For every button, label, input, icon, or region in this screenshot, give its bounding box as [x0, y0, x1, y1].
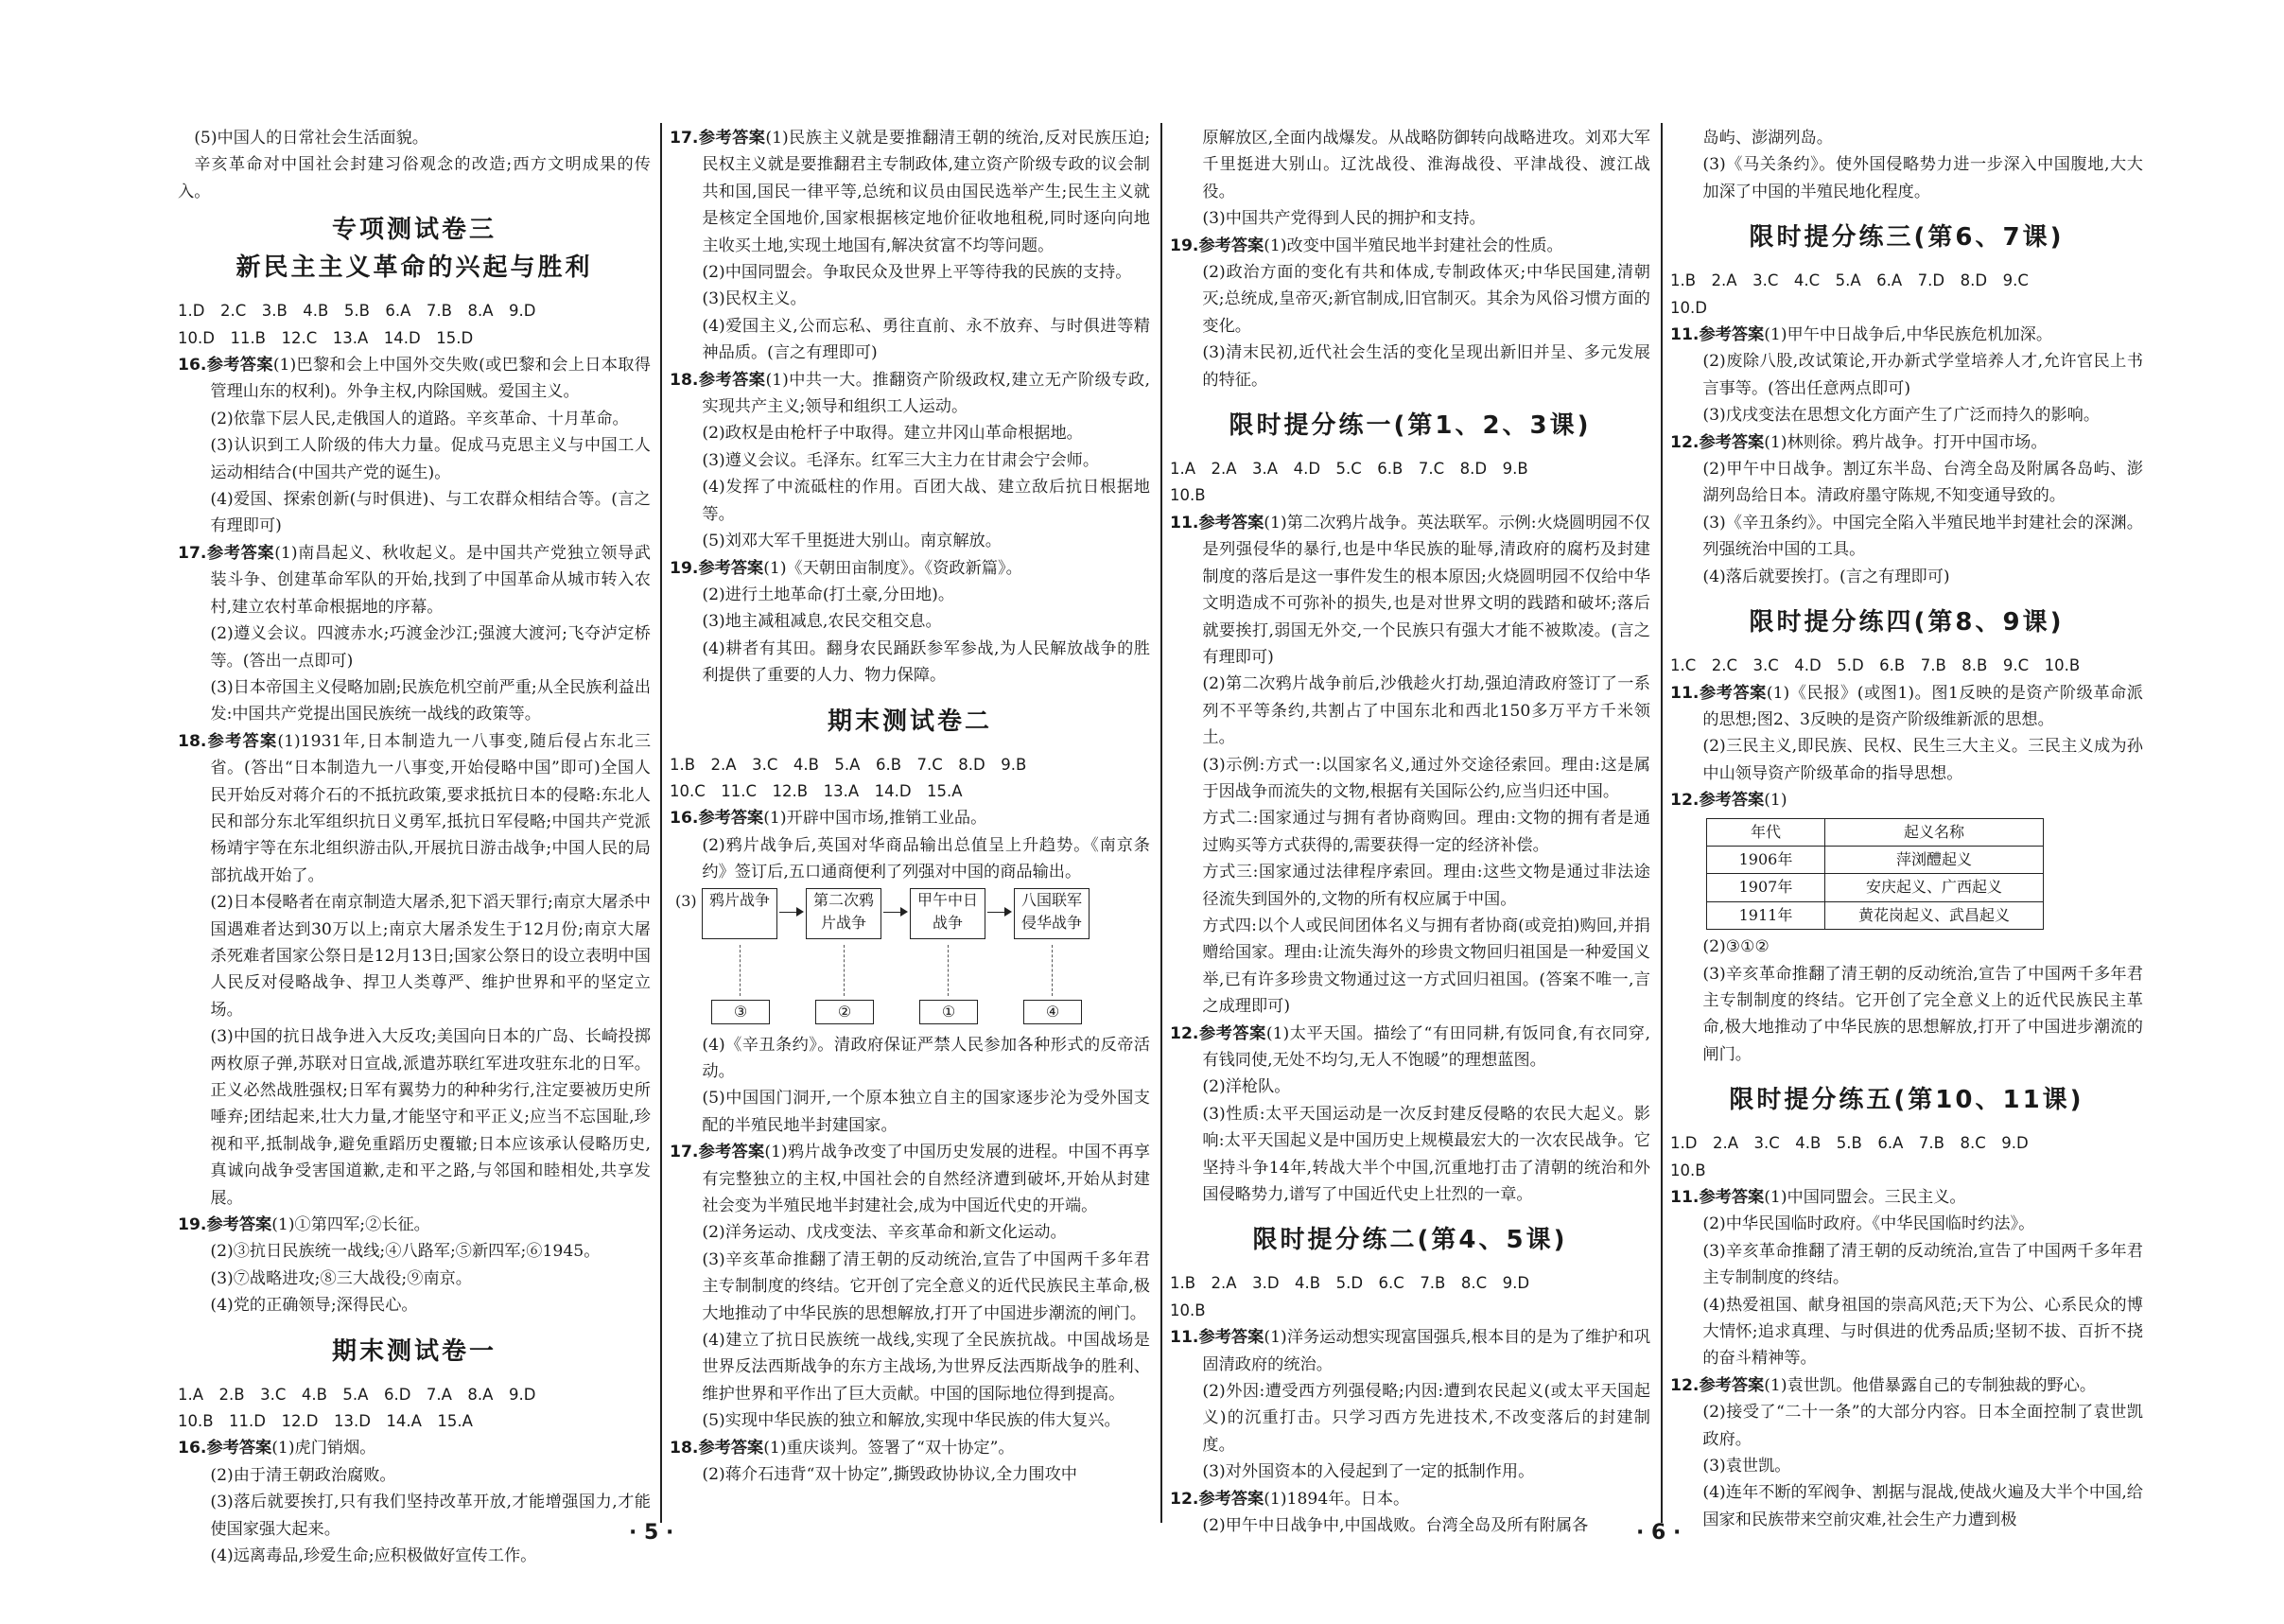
answer-line: (4)爱国主义,公而忘私、勇往直前、永不放弃、与时俱进等精神品质。(言之有理即可) — [702, 316, 1150, 363]
answer-item: 12.参考答案(1) — [1670, 791, 1787, 811]
table-header-row — [1707, 818, 2044, 846]
answer-item: 17.参考答案(1)鸦片战争改变了中国历史发展的进程。中国不再享有完整独立的主权,中国社会的自然经济遭到破坏,开始从封建社会变为半殖民地半封建社会,成为中国近代史的开端。 — [670, 1143, 1150, 1215]
answer-line: (4)远离毒品,珍爱生命;应积极做好宣传工作。 — [210, 1546, 537, 1566]
answer-line: 原解放区,全面内战爆发。从战略防御转向战略进攻。刘邓大军千里挺进大别山。辽沈战役、淮海战役、平津战役、渡江战役。 — [1202, 129, 1650, 201]
answer-line: 方式四:以个人或民间团体名义与拥有者协商(或竞拍)购回,并捐赠给国家。理由:让流失海外的珍贵文物回归祖国是一种爱国义举,已有许多珍贵文物通过这一方式回归祖国。(答案不唯一,言之成理即可) — [1202, 916, 1650, 1017]
answer-line: (4)耕者有其田。翻身农民踊跃参军参战,为人民解放战争的胜利提供了重要的人力、物力保障。 — [702, 638, 1150, 686]
answer-line: (2)洋枪队。 — [1202, 1077, 1291, 1097]
column-1 — [178, 125, 651, 1570]
answer-line: (2)蒋介石违背“双十协定”,撕毁政协协议,全力围攻中 — [702, 1465, 1077, 1485]
text-line: 辛亥革命对中国社会封建习俗观念的改造;西方文明成果的传入。 — [178, 155, 651, 201]
choice-answers: 10.B — [1670, 1161, 1706, 1179]
flow-arrow — [779, 912, 802, 913]
answer-item: 11.参考答案(1)中国同盟会。三民主义。 — [1670, 1188, 1966, 1207]
answer-line: (4)连年不断的军阀争、割据与混战,使战火遍及大半个中国,给国家和民族带来空前灾难,社会生产力遭到极 — [1702, 1483, 2143, 1529]
choice-answers: 1.A 2.A 3.A 4.D 5.C 6.B 7.C 8.D 9.B — [1170, 460, 1528, 479]
answer-line: (3)辛亥革命推翻了清王朝的反动统治,宣告了中国两千多年君主专制制度的终结。 — [1702, 1241, 2143, 1288]
choice-answers: 1.B 2.A 3.C 4.B 5.A 6.B 7.C 8.D 9.B — [670, 755, 1027, 774]
answer-item: 19.参考答案(1)《天朝田亩制度》。《资政新篇》。 — [670, 558, 1022, 578]
answer-item: 11.参考答案(1)第二次鸦片战争。英法联军。示例:火烧圆明园不仅是列强侵华的暴行,也是中华民族的耻辱,清政府的腐朽及封建制度的落后是这一事件发生的根本原因;火烧圆明园不仅给中华文明造成不可弥补的损失,也是对世界文明的践踏和破坏;落后就要挨打,弱国无外交,一个民族只有强大才能不被欺凌。(言之有理即可) — [1170, 513, 1650, 667]
column-divider — [1661, 123, 1663, 1523]
answer-item: 12.参考答案(1)袁世凯。他借暴露自己的专制独裁的野心。 — [1670, 1375, 2097, 1395]
answer-line: (3)戊戌变法在思想文化方面产生了广泛而持久的影响。 — [1702, 406, 2101, 426]
answer-line: (3)遵义会议。毛泽东。红军三大主力在甘肃会宁会师。 — [702, 450, 1100, 470]
table-cell: 1906年 — [1707, 846, 1825, 873]
answer-line: (3)袁世凯。 — [1702, 1457, 1791, 1476]
answer-line: 岛屿、澎湖列岛。 — [1702, 129, 1833, 148]
answer-line: (3)示例:方式一:以国家名义,通过外交途径索回。理由:这是属于因战争而流失的文物,根据有关国际公约,应当归还中国。 — [1202, 755, 1650, 801]
column-3 — [1170, 125, 1650, 1540]
answer-line: (3)认识到工人阶级的伟大力量。促成马克思主义与中国工人运动相结合(中国共产党的诞生)。 — [210, 436, 651, 482]
table-cell: 萍浏醴起义 — [1825, 846, 2044, 873]
section-heading: 限时提分练四(第8、9课) — [1749, 608, 2065, 637]
choice-answers: 10.B 11.D 12.D 13.D 14.A 15.A — [178, 1412, 473, 1431]
answer-line: (3)《辛丑条约》。中国完全陷入半殖民地半封建社会的深渊。列强统治中国的工具。 — [1702, 513, 2143, 560]
answer-line: (2)③①② — [1702, 937, 1770, 957]
answer-line: (2)接受了“二十一条”的大部分内容。日本全面控制了袁世凯政府。 — [1702, 1403, 2143, 1449]
answer-line: (3)民权主义。 — [702, 289, 807, 309]
answer-item: 12.参考答案(1)林则徐。鸦片战争。打开中国市场。 — [1670, 432, 2048, 452]
choice-answers: 10.B — [1170, 486, 1206, 505]
table-header-cell: 年代 — [1707, 818, 1825, 846]
answer-line: (2)废除八股,改试策论,开办新式学堂培养人才,允许官民上书言事等。(答出任意两点即可) — [1702, 352, 2143, 398]
answer-line: (5)刘邓大军千里挺进大别山。南京解放。 — [702, 532, 1002, 551]
table-cell: 1911年 — [1707, 901, 1825, 929]
flow-box: 甲午中日战争 — [910, 888, 985, 939]
choice-answers: 1.D 2.A 3.C 4.B 5.B 6.A 7.B 8.C 9.D — [1670, 1134, 2029, 1153]
answer-item: 11.参考答案(1)甲午中日战争后,中华民族危机加深。 — [1670, 325, 2053, 345]
column-divider — [660, 123, 662, 1523]
section-heading: 期末测试卷二 — [827, 707, 992, 736]
answer-item: 18.参考答案(1)中共一大。推翻资产阶级政权,建立无产阶级专政,实现共产主义;领导和组织工人运动。 — [670, 370, 1150, 417]
flow-arrow — [883, 912, 906, 913]
page-number: · 6 · — [1636, 1521, 1682, 1545]
flow-box: 八国联军侵华战争 — [1014, 888, 1090, 939]
column-4 — [1670, 125, 2143, 1533]
answer-line: (2)中国同盟会。争取民众及世界上平等待我的民族的支持。 — [702, 263, 1132, 283]
section-heading: 期末测试卷一 — [331, 1336, 497, 1366]
answer-line: 方式三:国家通过法律程序索回。理由:这些文物是通过非法途径流失到国外的,文物的所有权应属于中国。 — [1202, 863, 1650, 909]
page-number: · 5 · — [629, 1521, 674, 1545]
flow-connector — [1052, 945, 1053, 996]
answer-item: 19.参考答案(1)改变中国半殖民地半封建社会的性质。 — [1170, 236, 1563, 255]
table-row — [1707, 846, 2044, 873]
answer-item: 16.参考答案(1)虎门销烟。 — [178, 1439, 376, 1458]
flow-answer: ② — [815, 1000, 874, 1024]
answer-line: (2)政权是由枪杆子中取得。建立井冈山革命根据地。 — [702, 424, 1083, 444]
answer-line: (2)甲午中日战争。割辽东半岛、台湾全岛及附属各岛屿、澎湖列岛给日本。清政府墨守陈规,不知变通导致的。 — [1702, 460, 2143, 506]
answer-item: 11.参考答案(1)《民报》(或图1)。图1反映的是资产阶级革命派的思想;图2、3反映的是资产阶级维新派的思想。 — [1670, 683, 2143, 729]
flow-label: (3) — [675, 891, 697, 910]
answer-line: (2)洋务运动、戊戌变法、辛亥革命和新文化运动。 — [702, 1223, 1067, 1243]
section-heading: 限时提分练一(第1、2、3课) — [1229, 411, 1592, 441]
answer-line: (3)中国的抗日战争进入大反攻;美国向日本的广岛、长崎投掷两枚原子弹,苏联对日宣战,派遣苏联红军进攻驻东北的日军。正义必然战胜强权;日军有翼势力的种种劣行,注定要被历史所唾弃;团结起来,壮大力量,才能坚守和平正义;应当不忘国耻,珍视和平,抵制战争,避免重蹈历史覆辙;日本应该承认侵略历史,真诚向战争受害国道歉,走和平之路,与邻国和睦相处,共享发展。 — [210, 1027, 651, 1208]
flow-box: 鸦片战争 — [702, 888, 777, 939]
page-divider — [1160, 123, 1162, 1523]
answer-item: 17.参考答案(1)南昌起义、秋收起义。是中国共产党独立领导武装斗争、创建革命军队的开始,找到了中国革命从城市转入农村,建立农村革命根据地的序幕。 — [178, 543, 651, 617]
answer-line: (5)中国国门洞开,一个原本独立自主的国家逐步沦为受外国支配的半殖民地半封建国家。 — [702, 1089, 1150, 1135]
answer-line: (4)党的正确领导;深得民心。 — [210, 1296, 418, 1316]
answer-line: (2)遵义会议。四渡赤水;巧渡金沙江;强渡大渡河;飞夺泸定桥等。(答出一点即可) — [210, 624, 651, 671]
flow-arrow — [987, 912, 1010, 913]
flow-connector — [740, 945, 741, 996]
answer-line: (2)日本侵略者在南京制造大屠杀,犯下滔天罪行;南京大屠杀中国遇难者达到30万以上;南京大屠杀发生于12月份;南京大屠杀死难者国家公祭日是12月13日;国家公祭日的设立表明中国人民反对侵略战争、捍卫人类尊严、维护世界和平的坚定立场。 — [210, 893, 651, 1020]
choice-answers: 1.D 2.C 3.B 4.B 5.B 6.A 7.B 8.A 9.D — [178, 302, 536, 321]
answer-line: (2)甲午中日战争中,中国战败。台湾全岛及所有附属各 — [1202, 1516, 1589, 1536]
answer-line: (3)落后就要挨打,只有我们坚持改革开放,才能增强国力,才能使国家强大起来。 — [210, 1493, 651, 1539]
answer-line: (2)进行土地革命(打土豪,分田地)。 — [702, 585, 955, 604]
section-heading: 限时提分练三(第6、7课) — [1749, 223, 2065, 253]
answer-line: (2)政治方面的变化有共和体成,专制政体灭;中华民国建,清朝灭;总统成,皇帝灭;新官制成,旧官制灭。其余为风俗习惯方面的变化。 — [1202, 263, 1650, 336]
choice-answers: 10.D 11.B 12.C 13.A 14.D 15.D — [178, 328, 474, 347]
choice-answers: 10.B — [1170, 1301, 1206, 1319]
flow-answer: ① — [919, 1000, 978, 1024]
flow-answer: ③ — [711, 1000, 770, 1024]
answer-line: (4)热爱祖国、献身祖国的崇高风范;天下为公、心系民众的博大情怀;追求真理、与时俱进的优秀品质;坚韧不拔、百折不挠的奋斗精神等。 — [1702, 1295, 2143, 1369]
choice-answers: 1.A 2.B 3.C 4.B 5.A 6.D 7.A 8.A 9.D — [178, 1385, 536, 1404]
answer-line: (3)地主减租减息,农民交租交息。 — [702, 612, 942, 632]
choice-answers: 1.C 2.C 3.C 4.D 5.D 6.B 7.B 8.B 9.C 10.B — [1670, 656, 2081, 675]
answer-line: (4)《辛丑条约》。清政府保证严禁人民参加各种形式的反帝活动。 — [702, 1035, 1150, 1081]
answer-line: (3)辛亥革命推翻了清王朝的反动统治,宣告了中国两千多年君主专制制度的终结。它开创了完全意义的近代民族民主革命,极大地推动了中华民族的思想解放,打开了中国进步潮流的闸门。 — [702, 1249, 1150, 1323]
answer-item: 11.参考答案(1)洋务运动想实现富国强兵,根本目的是为了维护和巩固清政府的统治。 — [1170, 1328, 1651, 1374]
choice-answers: 1.B 2.A 3.C 4.C 5.A 6.A 7.D 8.D 9.C — [1670, 271, 2029, 290]
section-heading: 专项测试卷三 新民主主义革命的兴起与胜利 — [235, 216, 593, 283]
answer-line: (2)第二次鸦片战争前后,沙俄趁火打劫,强迫清政府签订了一系列不平等条约,共割占了中国东北和西北150多万平方千米领土。 — [1202, 674, 1650, 748]
column-2 — [670, 125, 1150, 1488]
answer-line: (3)对外国资本的入侵起到了一定的抵制作用。 — [1202, 1462, 1535, 1482]
answer-item: 16.参考答案(1)开辟中国市场,推销工业品。 — [670, 809, 987, 829]
table-cell: 1907年 — [1707, 874, 1825, 901]
answer-line: (3)日本帝国主义侵略加剧;民族危机空前严重;从全民族利益出发:中国共产党提出国民族统一战线的政策等。 — [210, 677, 652, 725]
table-cell: 安庆起义、广西起义 — [1825, 874, 2044, 901]
table-row — [1707, 874, 2044, 901]
flow-box: 第二次鸦片战争 — [806, 888, 881, 939]
choice-answers: 1.B 2.A 3.D 4.B 5.D 6.C 7.B 8.C 9.D — [1170, 1274, 1530, 1293]
answer-line: (4)建立了抗日民族统一战线,实现了全民族抗战。中国战场是世界反法西斯战争的东方主战场,为世界反法西斯战争的胜利、维护世界和平作出了巨大贡献。中国的国际地位得到提高。 — [702, 1331, 1150, 1404]
answer-line: (4)爱国、探索创新(与时俱进)、与工农群众相结合等。(言之有理即可) — [210, 490, 651, 536]
table-cell: 黄花岗起义、武昌起义 — [1825, 901, 2044, 929]
answer-line: (2)③抗日民族统一战线;④八路军;⑤新四军;⑥1945。 — [210, 1242, 601, 1262]
answer-line: (2)依靠下层人民,走俄国人的道路。辛亥革命、十月革命。 — [210, 409, 629, 428]
answer-line: (3)中国共产党得到人民的拥护和支持。 — [1202, 209, 1486, 229]
answer-item: 18.参考答案(1)重庆谈判。签署了“双十协定”。 — [670, 1438, 1015, 1458]
answer-item: 19.参考答案(1)①第四军;②长征。 — [178, 1215, 430, 1235]
choice-answers: 10.C 11.C 12.B 13.A 14.D 15.A — [670, 781, 963, 800]
section-heading: 限时提分练五(第10、11课) — [1729, 1086, 2084, 1115]
answer-line: (2)鸦片战争后,英国对华商品输出总值呈上升趋势。《南京条约》签订后,五口通商便利了列强对中国的商品输出。 — [702, 835, 1150, 882]
table-row — [1707, 901, 2044, 929]
answer-line: (4)发挥了中流砥柱的作用。百团大战、建立敌后抗日根据地等。 — [702, 478, 1150, 524]
answer-item: 12.参考答案(1)1894年。日本。 — [1170, 1489, 1410, 1509]
answer-line: (4)落后就要挨打。(言之有理即可) — [1702, 567, 1950, 586]
answer-line: (2)外因:遭受西方列强侵略;内因:遭到农民起义(或太平天国起义)的沉重打击。只学习西方先进技术,不改变落后的封建制度。 — [1202, 1382, 1650, 1455]
answer-item: 12.参考答案(1)太平天国。描绘了“有田同耕,有饭同食,有衣同穿,有钱同使,无处不均匀,无人不饱暖”的理想蓝图。 — [1170, 1023, 1650, 1070]
answer-item: 16.参考答案(1)巴黎和会上中国外交失败(或巴黎和会上日本取得管理山东的权利)。外争主权,内除国贼。爱国主义。 — [178, 356, 651, 402]
table-header-cell: 起义名称 — [1825, 818, 2044, 846]
flow-diagram — [675, 888, 1118, 1028]
text-line: (5)中国人的日常社会生活面貌。 — [194, 129, 428, 148]
answer-item: 17.参考答案(1)民族主义就是要推翻清王朝的统治,反对民族压迫;民权主义就是要推翻君主专制政体,建立资产阶级专政的议会制共和国,国民一律平等,总统和议员由国民选举产生;民生主义就是核定全国地价,国家根据核定地价征收地租税,同时逐向向地主收买土地,实现土地国有,解决贫富不均等问题。 — [670, 129, 1150, 255]
answer-line: (3)辛亥革命推翻了清王朝的反动统治,宣告了中国两千多年君主专制制度的终结。它开创了完全意义上的近代民族民主革命,极大地推动了中华民族的思想解放,打开了中国进步潮流的闸门。 — [1702, 964, 2143, 1064]
answer-line: (5)实现中华民族的独立和解放,实现中华民族的伟大复兴。 — [702, 1411, 1121, 1431]
answer-line: 方式二:国家通过与拥有者协商购回。理由:文物的拥有者是通过购买等方式获得的,需要获得一定的经济补偿。 — [1202, 809, 1650, 855]
uprising-table — [1706, 818, 2044, 931]
flow-connector — [948, 945, 949, 996]
choice-answers: 10.D — [1670, 298, 1707, 317]
answer-line: (3)⑦战略进攻;⑧三大战役;⑨南京。 — [210, 1268, 472, 1288]
answer-line: (3)性质:太平天国运动是一次反封建反侵略的农民大起义。影响:太平天国起义是中国历史上规模最宏大的一次农民战争。它坚持斗争14年,转战大半个中国,沉重地打击了清朝的统治和外国侵略势力,谱写了中国近代史上壮烈的一章。 — [1202, 1104, 1650, 1205]
answer-line: (3)《马关条约》。使外国侵略势力进一步深入中国腹地,大大加深了中国的半殖民地化程度。 — [1702, 155, 2143, 201]
section-heading: 限时提分练二(第4、5课) — [1252, 1226, 1568, 1255]
answer-line: (3)清末民初,近代社会生活的变化呈现出新旧并呈、多元发展的特征。 — [1202, 343, 1650, 390]
answer-line: (2)三民主义,即民族、民权、民生三大主义。三民主义成为孙中山领导资产阶级革命的指导思想。 — [1702, 737, 2143, 783]
flow-answer: ④ — [1023, 1000, 1082, 1024]
answer-item: 18.参考答案(1)1931年,日本制造九一八事变,随后侵占东北三省。(答出“日本制造九一八事变,开始侵略中国”即可)全国人民开始反对蒋介石的不抵抗政策,要求抵抗日本的侵略:东北人民和部分东北军组织抗日义勇军,抵抗日军侵略;中国共产党派杨靖宇等在东北组织游击队,开展抗日游击战争;中国人民的局部抗战开始了。 — [178, 731, 652, 885]
answer-line: (2)由于清王朝政治腐败。 — [210, 1465, 396, 1485]
answer-line: (2)中华民国临时政府。《中华民国临时约法》。 — [1702, 1214, 2035, 1234]
flow-connector — [844, 945, 845, 996]
